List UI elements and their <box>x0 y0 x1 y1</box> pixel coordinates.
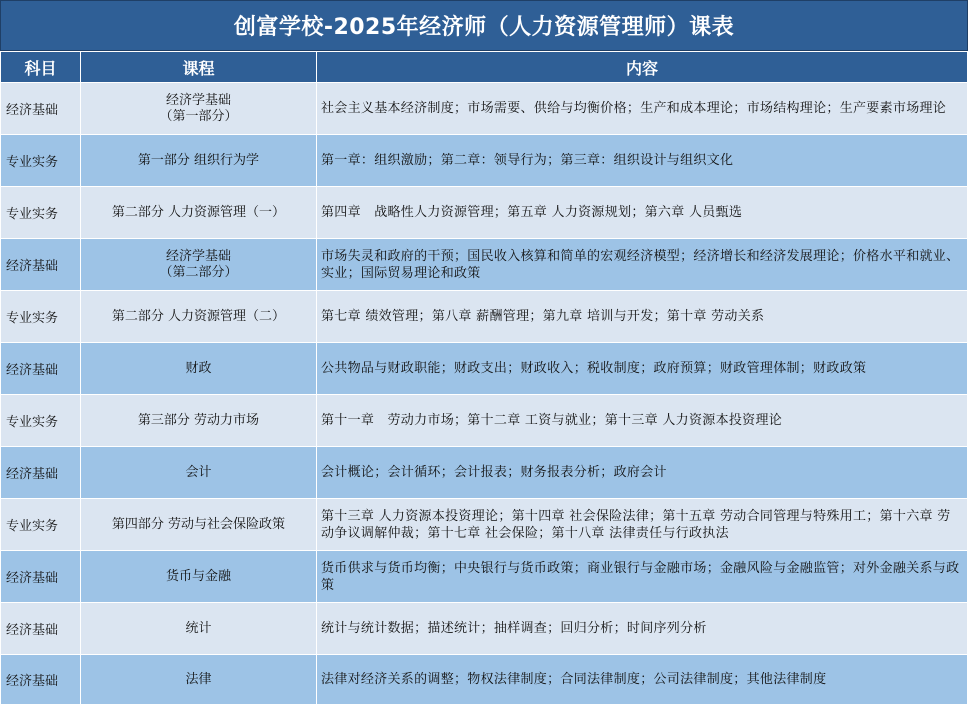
course-cell <box>81 447 317 499</box>
content-cell: 法律对经济关系的调整；物权法律制度；合同法律制度；公司法律制度；其他法律制度 <box>317 655 968 705</box>
course-line: 经济学基础 <box>165 92 231 108</box>
content-cell: 社会主义基本经济制度；市场需要、供给与均衡价格；生产和成本理论；市场结构理论；生产要素市场理论 <box>317 83 968 135</box>
table-row <box>1 135 968 187</box>
subject-cell: 专业实务 <box>1 187 81 239</box>
course-line: 统计 <box>185 620 212 636</box>
course-cell <box>81 239 317 291</box>
course-line: 第三部分 劳动力市场 <box>137 412 260 428</box>
subject-cell: 专业实务 <box>1 395 81 447</box>
course-line: 法律 <box>185 671 212 687</box>
course-cell <box>81 499 317 551</box>
course-line: 经济学基础 <box>165 248 231 264</box>
header-subject: 科目 <box>1 52 81 83</box>
content-cell: 第一章：组织激励；第二章：领导行为；第三章：组织设计与组织文化 <box>317 135 968 187</box>
table-row <box>1 603 968 655</box>
course-line: 第四部分 劳动与社会保险政策 <box>111 516 286 532</box>
table-row <box>1 83 968 135</box>
table-row <box>1 343 968 395</box>
course-cell <box>81 395 317 447</box>
content-cell: 统计与统计数据；描述统计；抽样调查；回归分析；时间序列分析 <box>317 603 968 655</box>
content-cell: 第十一章 劳动力市场；第十二章 工资与就业；第十三章 人力资源本投资理论 <box>317 395 968 447</box>
course-line: （第一部分） <box>159 108 238 124</box>
header-content: 内容 <box>317 52 968 83</box>
course-line: 货币与金融 <box>165 568 231 584</box>
table-row <box>1 655 968 705</box>
course-cell <box>81 603 317 655</box>
course-cell <box>81 655 317 705</box>
header-row <box>1 52 968 83</box>
subject-cell: 专业实务 <box>1 135 81 187</box>
course-cell <box>81 187 317 239</box>
subject-cell: 经济基础 <box>1 447 81 499</box>
table-row <box>1 499 968 551</box>
schedule-table <box>0 51 968 705</box>
content-cell: 货币供求与货币均衡；中央银行与货币政策；商业银行与金融市场；金融风险与金融监管；对外金融关系与政策 <box>317 551 968 603</box>
subject-cell: 经济基础 <box>1 551 81 603</box>
page-title: 创富学校-2025年经济师（人力资源管理师）课表 <box>0 0 968 51</box>
course-cell <box>81 343 317 395</box>
course-line: 财政 <box>185 360 212 376</box>
content-cell: 第四章 战略性人力资源管理；第五章 人力资源规划；第六章 人员甄选 <box>317 187 968 239</box>
subject-cell: 经济基础 <box>1 239 81 291</box>
table-row <box>1 239 968 291</box>
content-cell: 第十三章 人力资源本投资理论；第十四章 社会保险法律；第十五章 劳动合同管理与特殊用工；第十六章 劳动争议调解仲裁；第十七章 社会保险；第十八章 法律责任与行政执法 <box>317 499 968 551</box>
content-cell: 公共物品与财政职能；财政支出；财政收入；税收制度；政府预算；财政管理体制；财政政策 <box>317 343 968 395</box>
content-cell: 第七章 绩效管理；第八章 薪酬管理；第九章 培训与开发；第十章 劳动关系 <box>317 291 968 343</box>
course-cell <box>81 135 317 187</box>
subject-cell: 经济基础 <box>1 655 81 705</box>
subject-cell: 经济基础 <box>1 83 81 135</box>
course-line: 第二部分 人力资源管理（一） <box>111 204 286 220</box>
subject-cell: 专业实务 <box>1 499 81 551</box>
course-cell <box>81 551 317 603</box>
subject-cell: 经济基础 <box>1 603 81 655</box>
content-cell: 会计概论；会计循环；会计报表；财务报表分析；政府会计 <box>317 447 968 499</box>
course-line: （第二部分） <box>159 264 238 280</box>
table-row <box>1 395 968 447</box>
course-line: 第一部分 组织行为学 <box>137 152 260 168</box>
header-course: 课程 <box>81 52 317 83</box>
subject-cell: 经济基础 <box>1 343 81 395</box>
table-row <box>1 551 968 603</box>
content-cell: 市场失灵和政府的干预；国民收入核算和简单的宏观经济模型；经济增长和经济发展理论；价格水平和就业、实业；国际贸易理论和政策 <box>317 239 968 291</box>
course-line: 会计 <box>185 464 212 480</box>
course-cell <box>81 291 317 343</box>
course-cell <box>81 83 317 135</box>
course-line: 第二部分 人力资源管理（二） <box>111 308 286 324</box>
subject-cell: 专业实务 <box>1 291 81 343</box>
table-row <box>1 187 968 239</box>
table-row <box>1 447 968 499</box>
table-row <box>1 291 968 343</box>
